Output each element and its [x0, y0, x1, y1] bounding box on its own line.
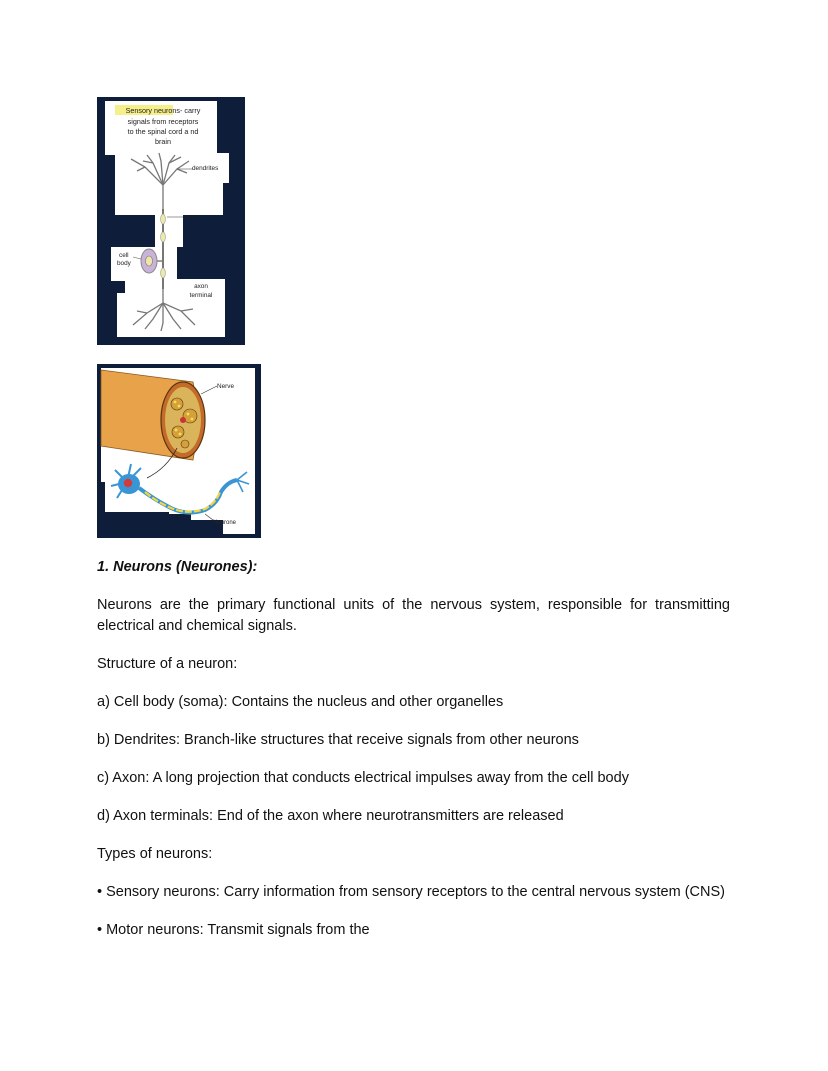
structure-item: d) Axon terminals: End of the axon where neurotransmitters are released	[97, 808, 564, 824]
label-cell: cell	[119, 252, 129, 259]
types-title: Types of neurons:	[97, 846, 213, 862]
structure-item: c) Axon: A long projection that conducts electrical impulses away from the cell body	[97, 770, 629, 786]
label-axon-terminal-2: terminal	[189, 292, 213, 299]
label-body: body	[117, 260, 131, 267]
intro-paragraph: Neurons are the primary functional units of the nervous system, responsible for transmitting electrical and chemical signals.	[97, 597, 730, 634]
nerve-diagram	[97, 364, 261, 538]
label-axon: axon	[185, 214, 199, 221]
caption-line-3: to the spinal cord a nd	[127, 127, 199, 136]
label-neurone: Neurone	[213, 520, 237, 526]
structure-title: Structure of a neuron:	[97, 656, 238, 672]
structure-item: b) Dendrites: Branch-like structures that receive signals from other neurons	[97, 732, 579, 748]
types-item: • Sensory neurons: Carry information from sensory receptors to the central nervous system (CNS)	[97, 884, 726, 900]
caption-line-4: brain	[155, 137, 171, 146]
types-item: • Motor neurons: Transmit signals from the	[97, 922, 370, 938]
label-dendrites: dendrites	[192, 165, 219, 172]
caption-text: carry	[182, 106, 201, 115]
label-axon-terminal-1: axon	[194, 283, 208, 290]
label-nerve: Nerve	[217, 383, 235, 390]
nerve-figure	[97, 364, 261, 538]
caption-highlight-text: Sensory neurons-	[125, 106, 183, 115]
sensory-neuron-figure	[97, 97, 245, 345]
structure-item: a) Cell body (soma): Contains the nucleus and other organelles	[97, 694, 504, 710]
caption-line-2: signals from receptors	[127, 117, 199, 126]
section-heading: 1. Neurons (Neurones):	[97, 559, 258, 575]
svg-text:Sensory neurons- carry	[126, 106, 201, 115]
sensory-neuron-diagram	[97, 97, 245, 345]
